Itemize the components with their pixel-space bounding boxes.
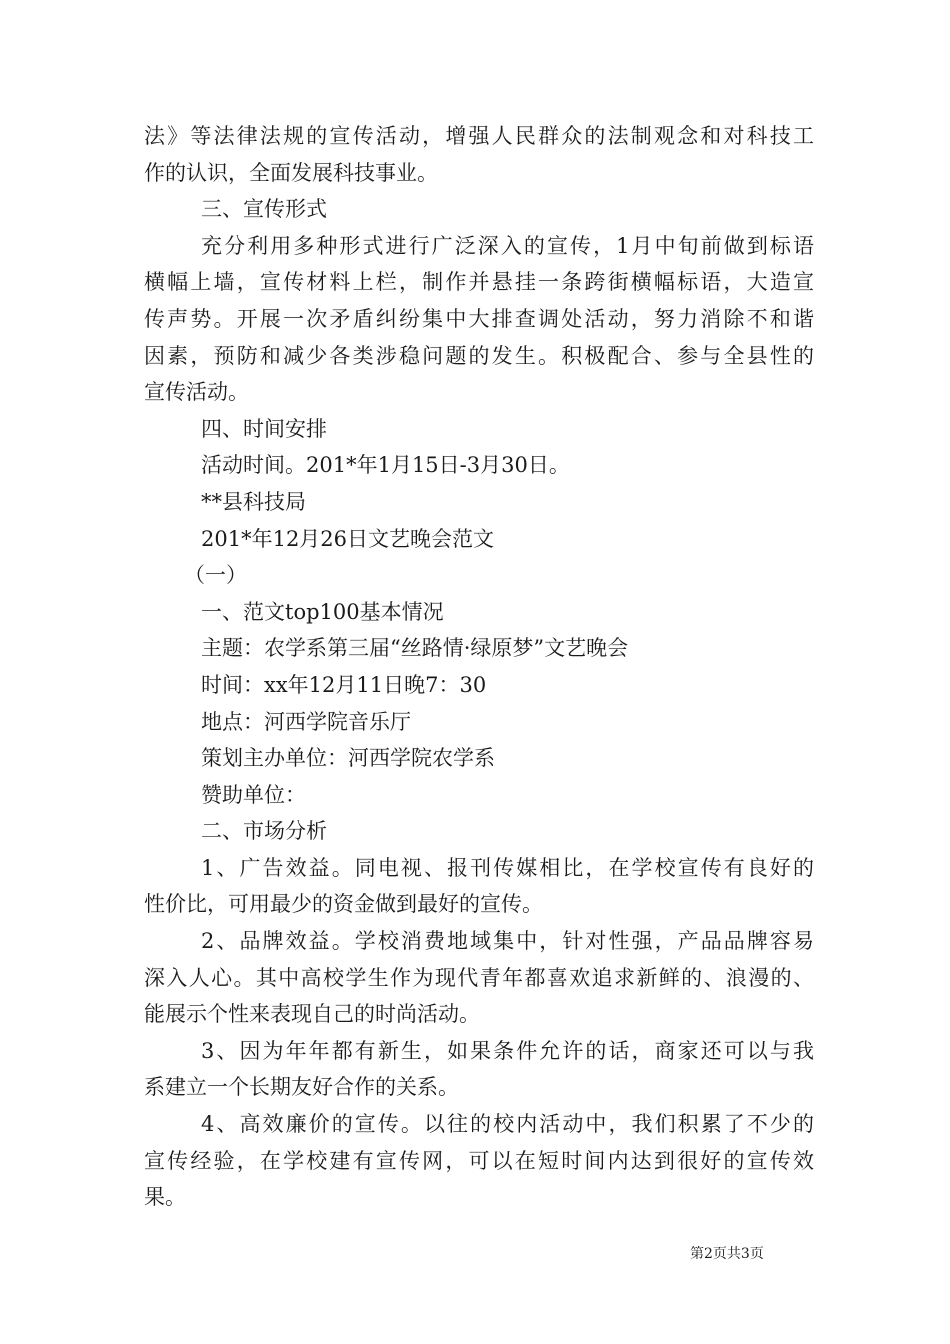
signature-org: **县科技局 bbox=[201, 489, 306, 514]
text-line: 传声势。开展一次矛盾纠纷集中大排查调处活动，努力消除不和谐 bbox=[144, 306, 814, 331]
section-heading: 一、范文top100基本情况 bbox=[201, 599, 444, 624]
text-line: 地点：河西学院音乐厅 bbox=[201, 709, 411, 734]
text-line: 能展示个性来表现自己的时尚活动。 bbox=[144, 1002, 480, 1027]
text-line: 作的认识，全面发展科技事业。 bbox=[144, 160, 438, 185]
text-line: 3、因为年年都有新生，如果条件允许的话，商家还可以与我 bbox=[201, 1038, 814, 1063]
text-line: 充分利用多种形式进行广泛深入的宣传，1月中旬前做到标语 bbox=[201, 233, 814, 258]
text-line: 4、高效廉价的宣传。以往的校内活动中，我们积累了不少的 bbox=[201, 1112, 814, 1137]
text-line: 深入人心。其中高校学生作为现代青年都喜欢追求新鲜的、浪漫的、 bbox=[144, 965, 814, 990]
text-line: 宣传活动。 bbox=[144, 380, 249, 405]
text-line: 时间：xx年12月11日晚7：30 bbox=[201, 672, 487, 697]
page-number: 第2页共3页 bbox=[690, 1246, 764, 1262]
text-line: 策划主办单位：河西学院农学系 bbox=[201, 746, 495, 771]
text-line: 横幅上墙，宣传材料上栏，制作并悬挂一条跨街横幅标语，大造宣 bbox=[144, 270, 814, 295]
text-line: 法》等法律法规的宣传活动，增强人民群众的法制观念和对科技工 bbox=[144, 124, 814, 148]
text-line: 性价比，可用最少的资金做到最好的宣传。 bbox=[144, 892, 543, 917]
text-line: 1、广告效益。同电视、报刊传媒相比，在学校宣传有良好的 bbox=[201, 855, 814, 880]
text-line: 果。 bbox=[144, 1185, 186, 1210]
text-line: （一） bbox=[184, 563, 247, 588]
text-line: 2、品牌效益。学校消费地域集中，针对性强，产品品牌容易 bbox=[201, 929, 814, 954]
document-body bbox=[144, 118, 814, 1216]
text-line: 主题：农学系第三届“丝路情·绿原梦”文艺晚会 bbox=[201, 636, 629, 661]
section-heading: 三、宣传形式 bbox=[201, 197, 327, 222]
text-line: 宣传经验，在学校建有宣传网，可以在短时间内达到很好的宣传效 bbox=[144, 1148, 814, 1173]
text-line: 201*年12月26日文艺晚会范文 bbox=[201, 526, 495, 551]
text-line: 赞助单位： bbox=[201, 782, 306, 807]
section-heading: 四、时间安排 bbox=[201, 416, 327, 441]
text-line: 活动时间。201*年1月15日-3月30日。 bbox=[201, 453, 570, 478]
section-heading: 二、市场分析 bbox=[201, 819, 327, 844]
text-line: 系建立一个长期友好合作的关系。 bbox=[144, 1075, 459, 1100]
text-line: 因素，预防和减少各类涉稳问题的发生。积极配合、参与全县性的 bbox=[144, 343, 814, 368]
